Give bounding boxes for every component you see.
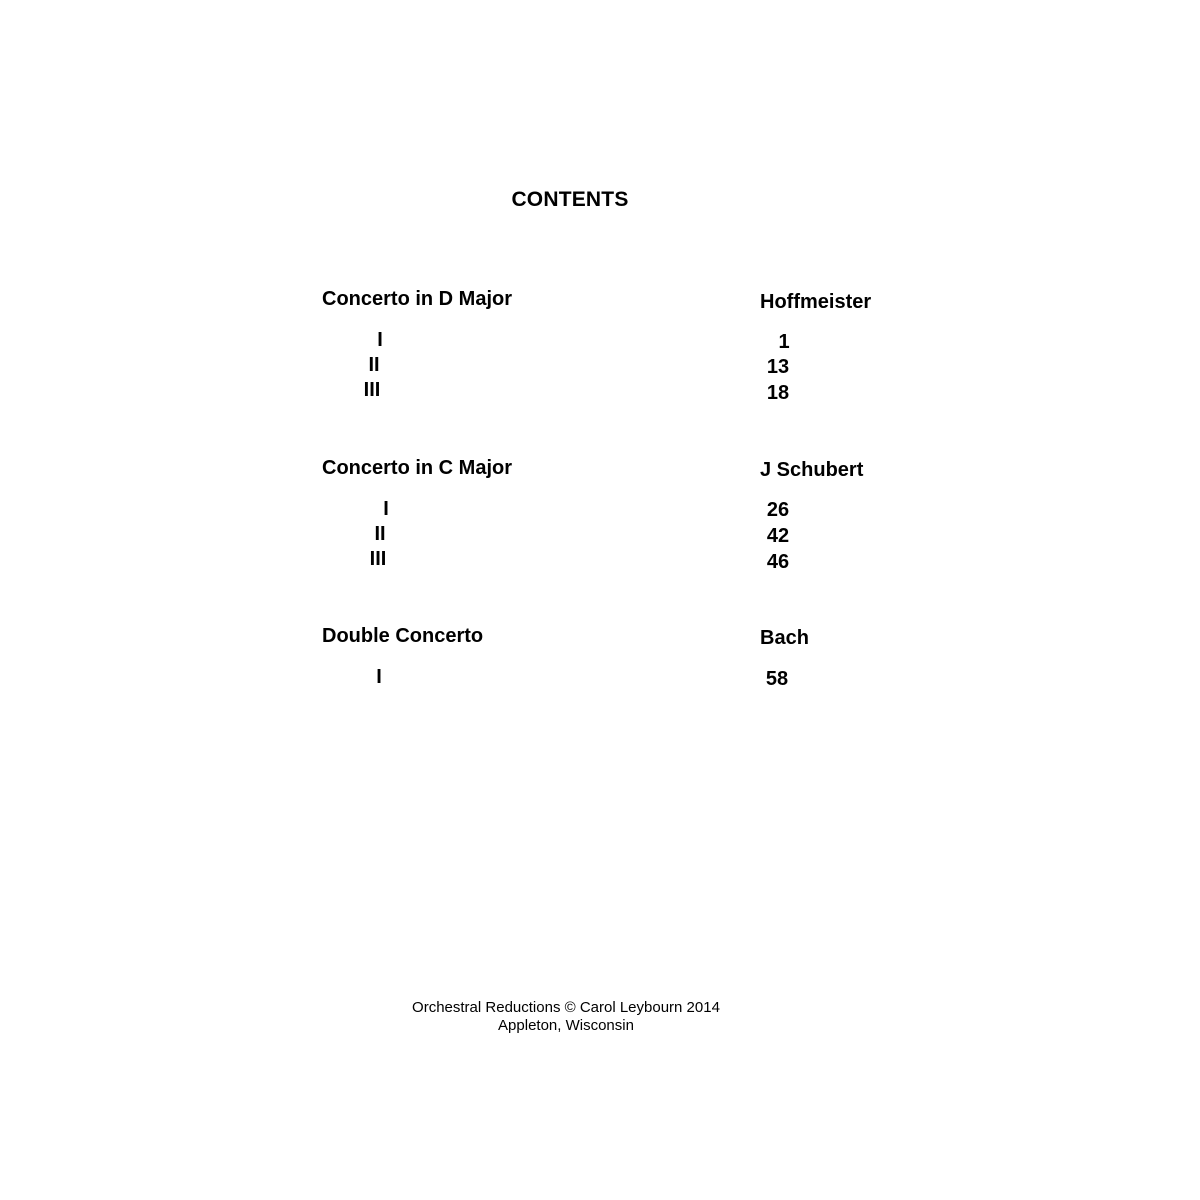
- page-number: 18: [766, 382, 790, 404]
- footer: [0, 999, 1132, 1035]
- location-line: Appleton, Wisconsin: [498, 1017, 634, 1034]
- movement-numeral: II: [368, 354, 380, 376]
- page-number: 42: [766, 525, 790, 547]
- page-number: 46: [766, 551, 790, 573]
- movement-numeral: I: [376, 666, 382, 688]
- copyright-line: Orchestral Reductions © Carol Leybourn 2014: [412, 999, 720, 1016]
- movement-numeral: III: [363, 379, 381, 401]
- composer-name: J Schubert: [760, 459, 864, 481]
- work-title: Concerto in D Major: [322, 288, 513, 310]
- page-number: 1: [778, 331, 790, 353]
- movement-numeral: III: [369, 548, 387, 570]
- movement-numeral: I: [377, 329, 383, 351]
- page-number: 58: [765, 668, 789, 690]
- work-title: Concerto in C Major: [322, 457, 513, 479]
- page-title: CONTENTS: [511, 188, 629, 211]
- page-number: 13: [766, 356, 790, 378]
- page-number: 26: [766, 499, 790, 521]
- movement-numeral: II: [374, 523, 386, 545]
- movement-numeral: I: [383, 498, 389, 520]
- composer-name: Bach: [760, 627, 809, 649]
- composer-name: Hoffmeister: [760, 291, 872, 313]
- work-title: Double Concerto: [322, 625, 484, 647]
